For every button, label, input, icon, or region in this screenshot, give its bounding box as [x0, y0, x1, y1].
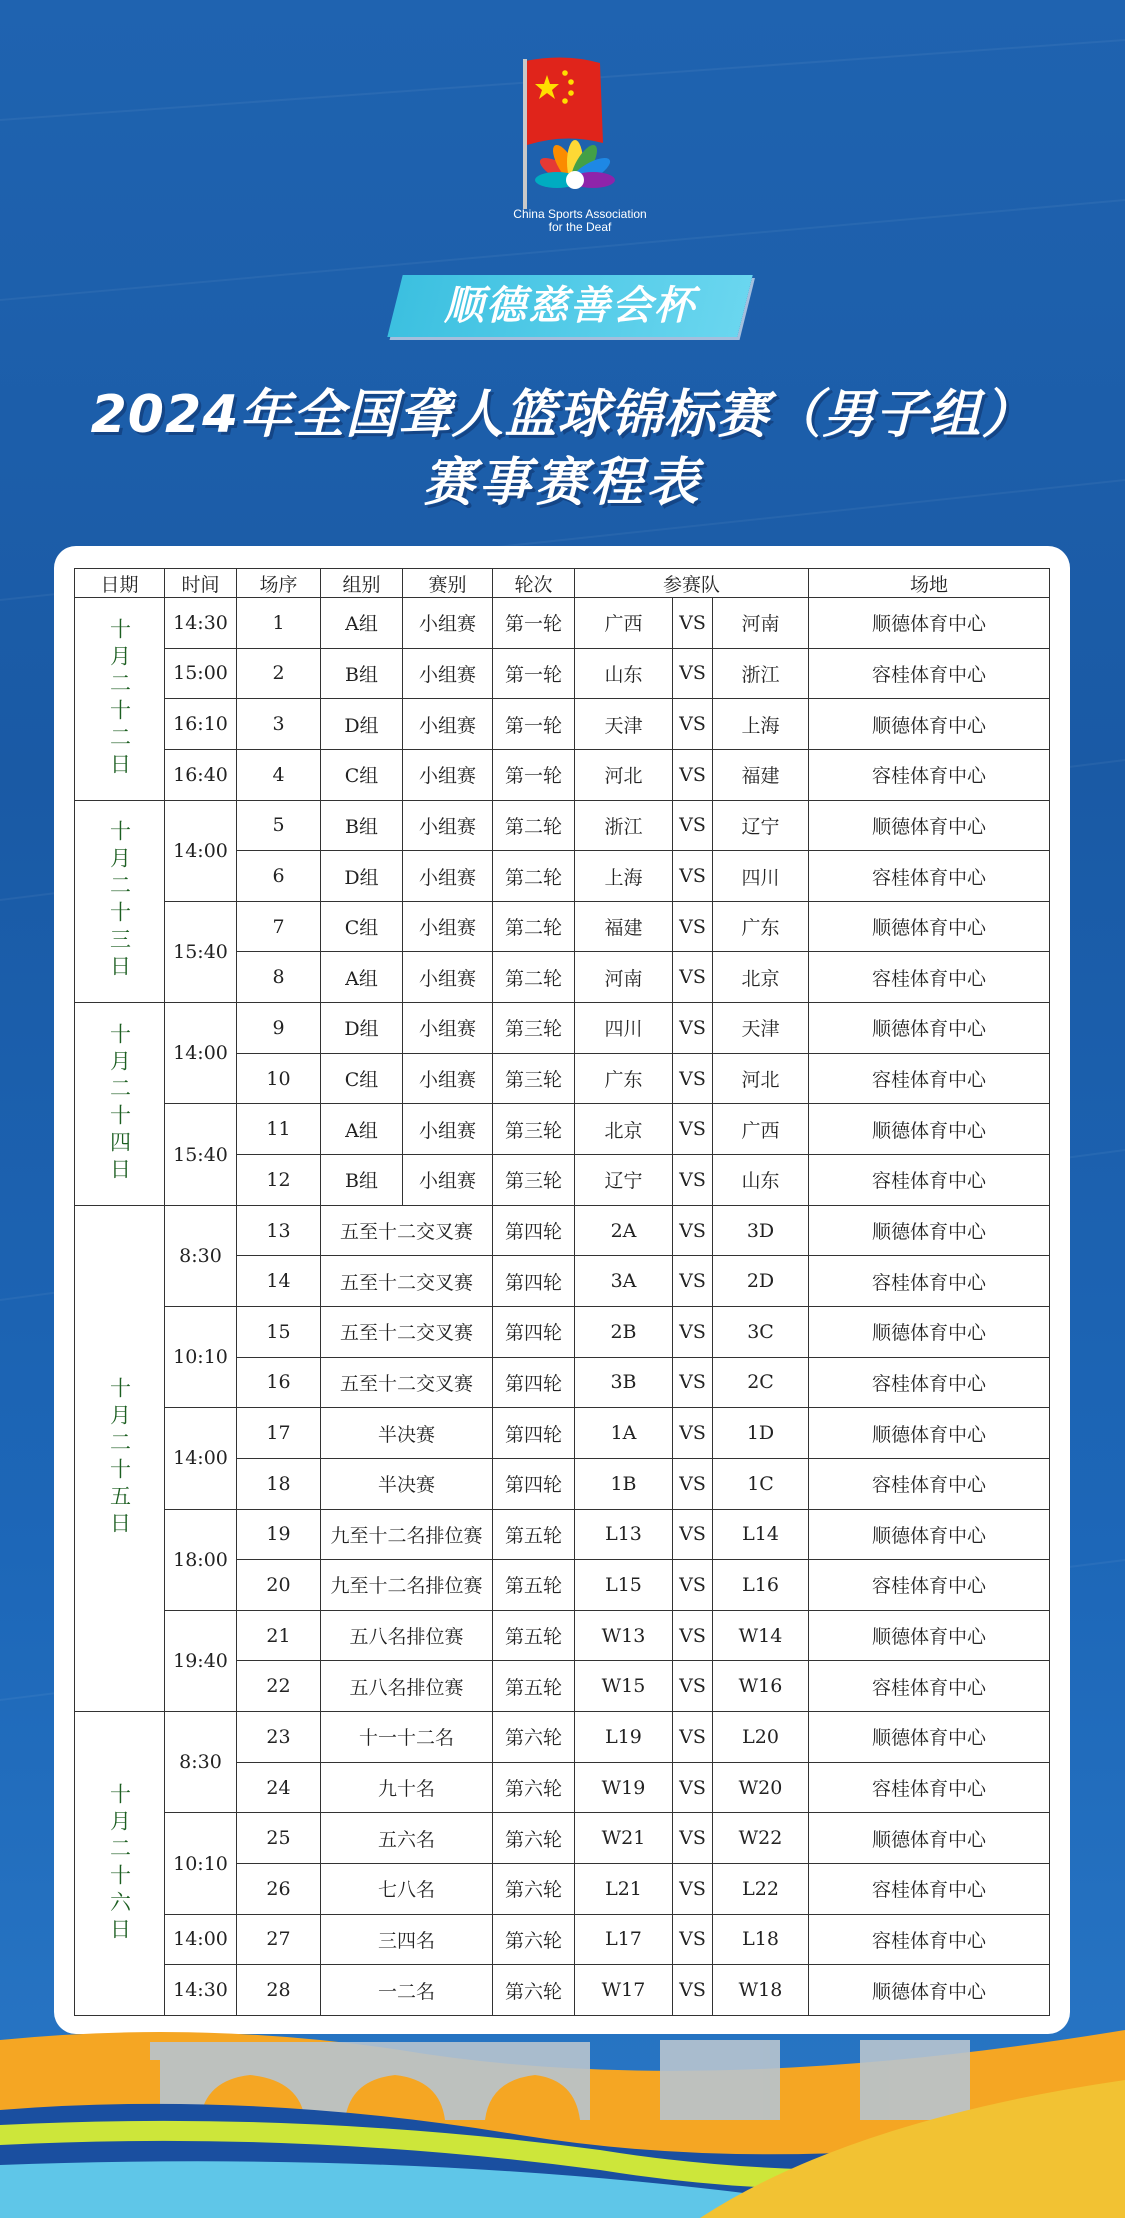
group-cell: D组: [321, 1003, 403, 1054]
venue-cell: 容桂体育中心: [809, 1914, 1050, 1965]
round-cell: 第二轮: [493, 800, 575, 851]
venue-cell: 容桂体育中心: [809, 1864, 1050, 1915]
group-cell: A组: [321, 952, 403, 1003]
type-cell: 小组赛: [403, 851, 493, 902]
seq-cell: 14: [237, 1256, 321, 1307]
type-cell: 小组赛: [403, 749, 493, 800]
table-row: [75, 800, 1050, 851]
header-teams: 参赛队: [575, 569, 809, 598]
logo-caption-line2: for the Deaf: [548, 220, 612, 234]
team-a-cell: 北京: [575, 1104, 673, 1155]
venue-cell: 顺德体育中心: [809, 1104, 1050, 1155]
stage-cell: 五六名: [321, 1813, 493, 1864]
vs-cell: VS: [673, 901, 713, 952]
venue-cell: 容桂体育中心: [809, 1357, 1050, 1408]
group-cell: D组: [321, 699, 403, 750]
venue-cell: 容桂体育中心: [809, 1762, 1050, 1813]
round-cell: 第四轮: [493, 1408, 575, 1459]
venue-cell: 顺德体育中心: [809, 800, 1050, 851]
time-cell: 18:00: [165, 1509, 237, 1610]
team-b-cell: L22: [713, 1864, 809, 1915]
stage-cell: 九至十二名排位赛: [321, 1509, 493, 1560]
round-cell: 第六轮: [493, 1813, 575, 1864]
time-cell: 8:30: [165, 1712, 237, 1813]
vs-cell: VS: [673, 1762, 713, 1813]
vs-cell: VS: [673, 1205, 713, 1256]
schedule-table: [74, 568, 1050, 2016]
round-cell: 第五轮: [493, 1661, 575, 1712]
table-row: [75, 1003, 1050, 1054]
vs-cell: VS: [673, 1864, 713, 1915]
date-cell: 十月二十六日: [75, 1712, 165, 2016]
round-cell: 第一轮: [493, 598, 575, 649]
venue-cell: 顺德体育中心: [809, 598, 1050, 649]
round-cell: 第二轮: [493, 952, 575, 1003]
team-b-cell: 辽宁: [713, 800, 809, 851]
round-cell: 第五轮: [493, 1610, 575, 1661]
round-cell: 第六轮: [493, 1965, 575, 2016]
venue-cell: 容桂体育中心: [809, 1256, 1050, 1307]
vs-cell: VS: [673, 1256, 713, 1307]
venue-cell: 容桂体育中心: [809, 648, 1050, 699]
team-a-cell: 辽宁: [575, 1155, 673, 1206]
vs-cell: VS: [673, 1053, 713, 1104]
round-cell: 第五轮: [493, 1560, 575, 1611]
round-cell: 第五轮: [493, 1509, 575, 1560]
team-b-cell: 北京: [713, 952, 809, 1003]
time-cell: 10:10: [165, 1306, 237, 1407]
group-cell: B组: [321, 648, 403, 699]
vs-cell: VS: [673, 1408, 713, 1459]
seq-cell: 27: [237, 1914, 321, 1965]
vs-cell: VS: [673, 1965, 713, 2016]
team-a-cell: 3B: [575, 1357, 673, 1408]
type-cell: 小组赛: [403, 1104, 493, 1155]
time-cell: 15:40: [165, 901, 237, 1002]
team-a-cell: 河北: [575, 749, 673, 800]
group-cell: A组: [321, 598, 403, 649]
time-cell: 14:00: [165, 1408, 237, 1509]
team-b-cell: 山东: [713, 1155, 809, 1206]
team-a-cell: L19: [575, 1712, 673, 1763]
seq-cell: 2: [237, 648, 321, 699]
seq-cell: 26: [237, 1864, 321, 1915]
table-row: [75, 749, 1050, 800]
group-cell: C组: [321, 749, 403, 800]
venue-cell: 顺德体育中心: [809, 1408, 1050, 1459]
type-cell: 小组赛: [403, 699, 493, 750]
header-round: 轮次: [493, 569, 575, 598]
team-a-cell: W19: [575, 1762, 673, 1813]
stage-cell: 三四名: [321, 1914, 493, 1965]
team-a-cell: W15: [575, 1661, 673, 1712]
header-group: 组别: [321, 569, 403, 598]
vs-cell: VS: [673, 1003, 713, 1054]
round-cell: 第六轮: [493, 1864, 575, 1915]
time-cell: 14:30: [165, 598, 237, 649]
seq-cell: 1: [237, 598, 321, 649]
venue-cell: 容桂体育中心: [809, 1053, 1050, 1104]
type-cell: 小组赛: [403, 901, 493, 952]
seq-cell: 7: [237, 901, 321, 952]
seq-cell: 8: [237, 952, 321, 1003]
stage-cell: 五八名排位赛: [321, 1661, 493, 1712]
vs-cell: VS: [673, 749, 713, 800]
seq-cell: 15: [237, 1306, 321, 1357]
group-cell: A组: [321, 1104, 403, 1155]
vs-cell: VS: [673, 1560, 713, 1611]
round-cell: 第六轮: [493, 1762, 575, 1813]
time-cell: 16:40: [165, 749, 237, 800]
team-a-cell: 四川: [575, 1003, 673, 1054]
stage-cell: 十一十二名: [321, 1712, 493, 1763]
vs-cell: VS: [673, 1509, 713, 1560]
page-title: 2024年全国聋人篮球锦标赛（男子组）: [90, 385, 1035, 445]
page-subtitle: 赛事赛程表: [422, 453, 703, 513]
time-cell: 14:00: [165, 1003, 237, 1104]
date-cell: 十月二十四日: [75, 1003, 165, 1206]
team-b-cell: W22: [713, 1813, 809, 1864]
seq-cell: 11: [237, 1104, 321, 1155]
table-row: [75, 598, 1050, 649]
round-cell: 第三轮: [493, 1155, 575, 1206]
vs-cell: VS: [673, 648, 713, 699]
seq-cell: 13: [237, 1205, 321, 1256]
team-b-cell: 上海: [713, 699, 809, 750]
time-cell: 15:00: [165, 648, 237, 699]
stage-cell: 一二名: [321, 1965, 493, 2016]
header-seq: 场序: [237, 569, 321, 598]
team-b-cell: 福建: [713, 749, 809, 800]
team-b-cell: W18: [713, 1965, 809, 2016]
team-b-cell: 浙江: [713, 648, 809, 699]
venue-cell: 容桂体育中心: [809, 952, 1050, 1003]
type-cell: 小组赛: [403, 800, 493, 851]
table-row: [75, 1408, 1050, 1459]
vs-cell: VS: [673, 1155, 713, 1206]
type-cell: 小组赛: [403, 648, 493, 699]
seq-cell: 22: [237, 1661, 321, 1712]
vs-cell: VS: [673, 952, 713, 1003]
team-b-cell: W16: [713, 1661, 809, 1712]
team-a-cell: 2B: [575, 1306, 673, 1357]
stage-cell: 五至十二交叉赛: [321, 1357, 493, 1408]
team-b-cell: W14: [713, 1610, 809, 1661]
team-a-cell: 广西: [575, 598, 673, 649]
seq-cell: 10: [237, 1053, 321, 1104]
time-cell: 19:40: [165, 1610, 237, 1711]
team-a-cell: W21: [575, 1813, 673, 1864]
team-b-cell: L14: [713, 1509, 809, 1560]
team-b-cell: 广东: [713, 901, 809, 952]
group-cell: B组: [321, 800, 403, 851]
date-cell: 十月二十五日: [75, 1205, 165, 1711]
team-a-cell: L17: [575, 1914, 673, 1965]
round-cell: 第四轮: [493, 1205, 575, 1256]
logo-caption: [505, 208, 655, 234]
team-b-cell: 广西: [713, 1104, 809, 1155]
seq-cell: 12: [237, 1155, 321, 1206]
vs-cell: VS: [673, 800, 713, 851]
table-row: [75, 1306, 1050, 1357]
seq-cell: 16: [237, 1357, 321, 1408]
type-cell: 小组赛: [403, 952, 493, 1003]
time-cell: 14:30: [165, 1965, 237, 2016]
venue-cell: 顺德体育中心: [809, 1205, 1050, 1256]
time-cell: 14:00: [165, 800, 237, 901]
table-row: [75, 1205, 1050, 1256]
round-cell: 第一轮: [493, 699, 575, 750]
date-cell: 十月二十二日: [75, 598, 165, 801]
vs-cell: VS: [673, 598, 713, 649]
seq-cell: 21: [237, 1610, 321, 1661]
stage-cell: 半决赛: [321, 1408, 493, 1459]
team-a-cell: 天津: [575, 699, 673, 750]
table-row: [75, 1509, 1050, 1560]
subtitle-text: 顺德慈善会杯: [444, 283, 696, 329]
seq-cell: 25: [237, 1813, 321, 1864]
team-a-cell: W13: [575, 1610, 673, 1661]
table-row: [75, 1813, 1050, 1864]
time-cell: 15:40: [165, 1104, 237, 1205]
team-b-cell: L18: [713, 1914, 809, 1965]
round-cell: 第四轮: [493, 1306, 575, 1357]
team-b-cell: 河南: [713, 598, 809, 649]
vs-cell: VS: [673, 1914, 713, 1965]
seq-cell: 28: [237, 1965, 321, 2016]
seq-cell: 18: [237, 1458, 321, 1509]
group-cell: D组: [321, 851, 403, 902]
round-cell: 第三轮: [493, 1003, 575, 1054]
type-cell: 小组赛: [403, 1155, 493, 1206]
time-cell: 8:30: [165, 1205, 237, 1306]
bottom-decoration: [0, 2000, 1125, 2218]
round-cell: 第二轮: [493, 901, 575, 952]
team-a-cell: 2A: [575, 1205, 673, 1256]
seq-cell: 17: [237, 1408, 321, 1459]
team-a-cell: W17: [575, 1965, 673, 2016]
seq-cell: 5: [237, 800, 321, 851]
venue-cell: 容桂体育中心: [809, 1458, 1050, 1509]
stage-cell: 五至十二交叉赛: [321, 1306, 493, 1357]
team-a-cell: 浙江: [575, 800, 673, 851]
team-b-cell: 河北: [713, 1053, 809, 1104]
venue-cell: 顺德体育中心: [809, 1003, 1050, 1054]
date-cell: 十月二十三日: [75, 800, 165, 1003]
venue-cell: 顺德体育中心: [809, 1509, 1050, 1560]
round-cell: 第四轮: [493, 1256, 575, 1307]
round-cell: 第一轮: [493, 749, 575, 800]
round-cell: 第六轮: [493, 1914, 575, 1965]
seq-cell: 3: [237, 699, 321, 750]
round-cell: 第四轮: [493, 1458, 575, 1509]
round-cell: 第一轮: [493, 648, 575, 699]
team-a-cell: L21: [575, 1864, 673, 1915]
venue-cell: 顺德体育中心: [809, 699, 1050, 750]
venue-cell: 顺德体育中心: [809, 1610, 1050, 1661]
round-cell: 第二轮: [493, 851, 575, 902]
type-cell: 小组赛: [403, 1053, 493, 1104]
stage-cell: 九至十二名排位赛: [321, 1560, 493, 1611]
venue-cell: 顺德体育中心: [809, 1306, 1050, 1357]
seq-cell: 6: [237, 851, 321, 902]
team-a-cell: 广东: [575, 1053, 673, 1104]
table-row: [75, 901, 1050, 952]
vs-cell: VS: [673, 1813, 713, 1864]
venue-cell: 容桂体育中心: [809, 1661, 1050, 1712]
header-type: 赛别: [403, 569, 493, 598]
seq-cell: 23: [237, 1712, 321, 1763]
team-a-cell: 河南: [575, 952, 673, 1003]
vs-cell: VS: [673, 1104, 713, 1155]
team-b-cell: 1D: [713, 1408, 809, 1459]
team-a-cell: L15: [575, 1560, 673, 1611]
table-row: [75, 1610, 1050, 1661]
team-b-cell: 四川: [713, 851, 809, 902]
schedule-card: [54, 546, 1070, 2034]
vs-cell: VS: [673, 1610, 713, 1661]
venue-cell: 容桂体育中心: [809, 1560, 1050, 1611]
vs-cell: VS: [673, 1458, 713, 1509]
venue-cell: 顺德体育中心: [809, 1813, 1050, 1864]
team-b-cell: L20: [713, 1712, 809, 1763]
team-a-cell: L13: [575, 1509, 673, 1560]
time-cell: 14:00: [165, 1914, 237, 1965]
time-cell: 16:10: [165, 699, 237, 750]
vs-cell: VS: [673, 1357, 713, 1408]
seq-cell: 24: [237, 1762, 321, 1813]
seq-cell: 9: [237, 1003, 321, 1054]
group-cell: B组: [321, 1155, 403, 1206]
stage-cell: 半决赛: [321, 1458, 493, 1509]
team-a-cell: 山东: [575, 648, 673, 699]
team-b-cell: 天津: [713, 1003, 809, 1054]
table-header-row: [75, 569, 1050, 598]
venue-cell: 容桂体育中心: [809, 1155, 1050, 1206]
team-a-cell: 上海: [575, 851, 673, 902]
stage-cell: 五至十二交叉赛: [321, 1256, 493, 1307]
vs-cell: VS: [673, 1712, 713, 1763]
team-b-cell: 2C: [713, 1357, 809, 1408]
team-b-cell: L16: [713, 1560, 809, 1611]
venue-cell: 顺德体育中心: [809, 901, 1050, 952]
type-cell: 小组赛: [403, 1003, 493, 1054]
seq-cell: 20: [237, 1560, 321, 1611]
logo-caption-line1: China Sports Association: [513, 207, 647, 221]
vs-cell: VS: [673, 699, 713, 750]
header-venue: 场地: [809, 569, 1050, 598]
round-cell: 第三轮: [493, 1104, 575, 1155]
table-row: [75, 1104, 1050, 1155]
seq-cell: 19: [237, 1509, 321, 1560]
team-b-cell: W20: [713, 1762, 809, 1813]
time-cell: 10:10: [165, 1813, 237, 1914]
team-a-cell: 福建: [575, 901, 673, 952]
round-cell: 第三轮: [493, 1053, 575, 1104]
header-time: 时间: [165, 569, 237, 598]
venue-cell: 顺德体育中心: [809, 1712, 1050, 1763]
vs-cell: VS: [673, 1661, 713, 1712]
venue-cell: 顺德体育中心: [809, 1965, 1050, 2016]
team-a-cell: 1A: [575, 1408, 673, 1459]
vs-cell: VS: [673, 1306, 713, 1357]
table-row: [75, 1914, 1050, 1965]
team-b-cell: 3C: [713, 1306, 809, 1357]
team-b-cell: 2D: [713, 1256, 809, 1307]
team-b-cell: 3D: [713, 1205, 809, 1256]
table-row: [75, 648, 1050, 699]
round-cell: 第六轮: [493, 1712, 575, 1763]
table-row: [75, 1712, 1050, 1763]
stage-cell: 九十名: [321, 1762, 493, 1813]
round-cell: 第四轮: [493, 1357, 575, 1408]
vs-cell: VS: [673, 851, 713, 902]
schedule-body: [75, 598, 1050, 2016]
header-date: 日期: [75, 569, 165, 598]
team-a-cell: 1B: [575, 1458, 673, 1509]
team-b-cell: 1C: [713, 1458, 809, 1509]
group-cell: C组: [321, 1053, 403, 1104]
type-cell: 小组赛: [403, 598, 493, 649]
seq-cell: 4: [237, 749, 321, 800]
table-row: [75, 699, 1050, 750]
stage-cell: 七八名: [321, 1864, 493, 1915]
team-a-cell: 3A: [575, 1256, 673, 1307]
group-cell: C组: [321, 901, 403, 952]
stage-cell: 五至十二交叉赛: [321, 1205, 493, 1256]
stage-cell: 五八名排位赛: [321, 1610, 493, 1661]
venue-cell: 容桂体育中心: [809, 749, 1050, 800]
venue-cell: 容桂体育中心: [809, 851, 1050, 902]
